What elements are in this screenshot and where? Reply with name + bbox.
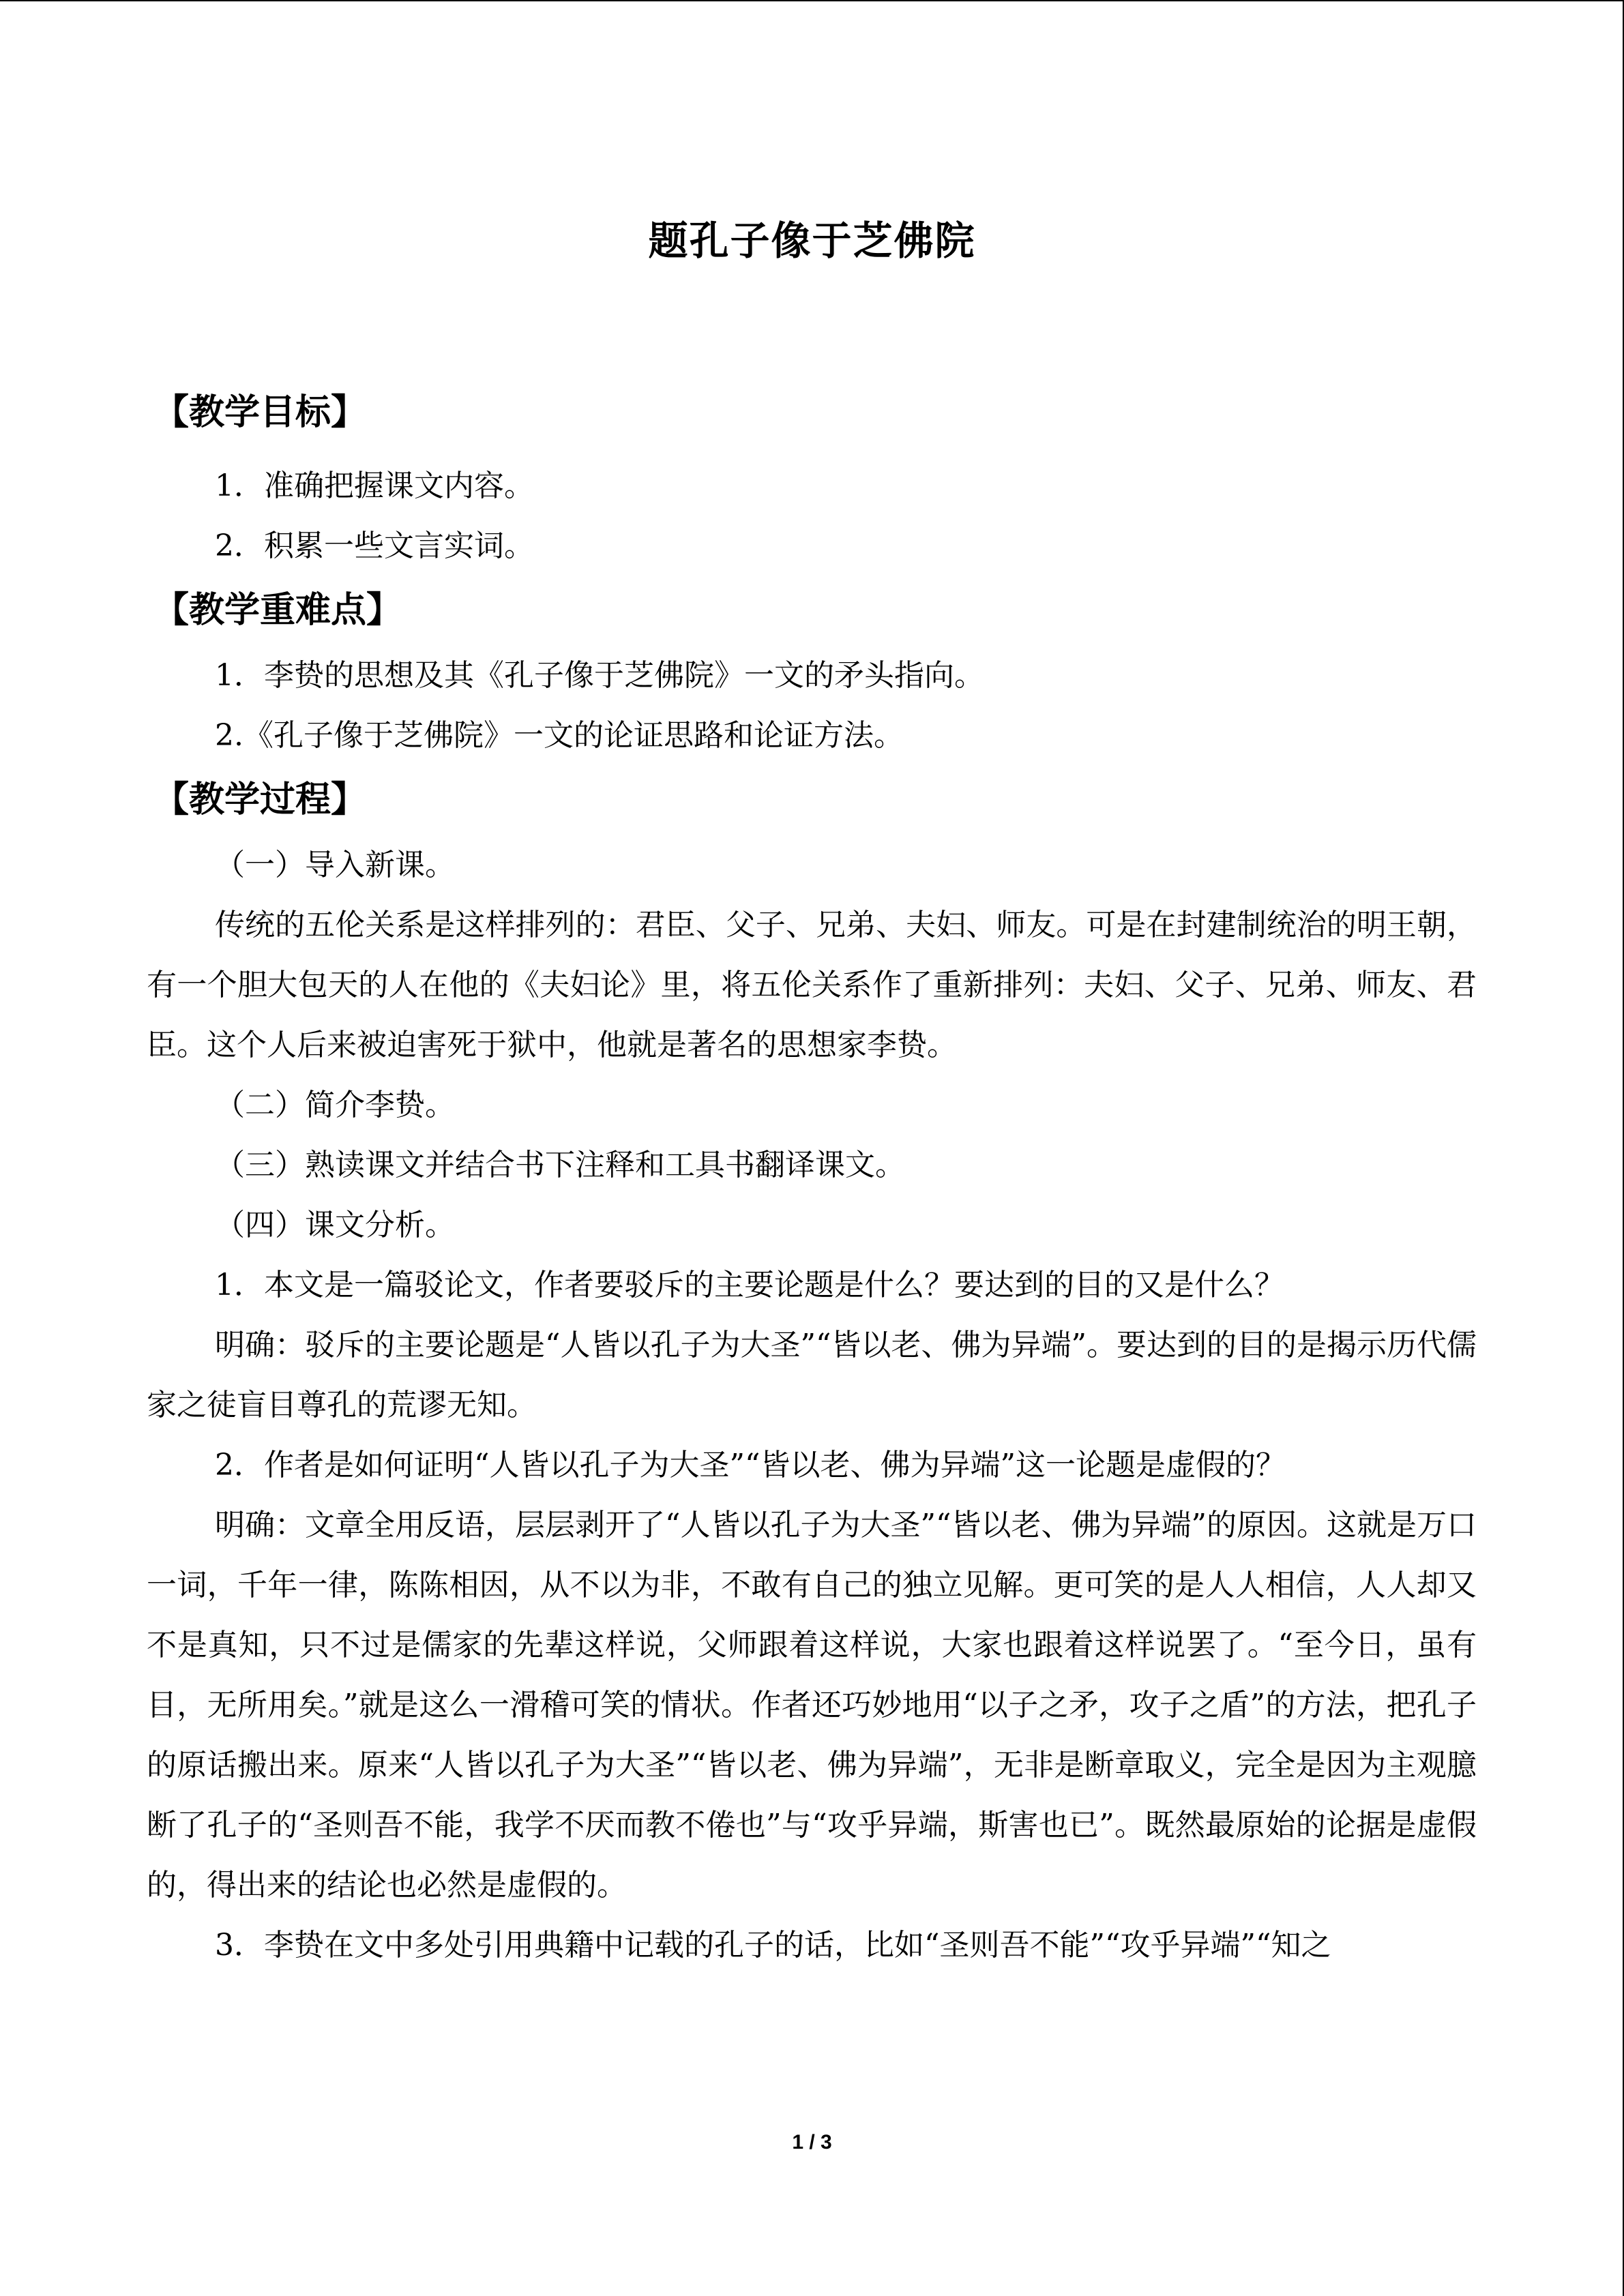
- section-heading-key-points: 【教学重难点】: [153, 589, 402, 631]
- process-paragraph: 3．李贽在文中多处引用典籍中记载的孔子的话，比如“圣则吾不能”“攻乎异端”“知之: [215, 1928, 1331, 1963]
- process-paragraph: （四）课文分析。: [215, 1208, 455, 1242]
- process-paragraph: （三）熟读课文并结合书下注释和工具书翻译课文。: [215, 1148, 905, 1182]
- process-paragraph: （二）简介李贽。: [215, 1088, 455, 1122]
- process-paragraph: 明确：驳斥的主要论题是“人皆以孔子为大圣”“皆以老、佛为异端”。要达到的目的是揭示历代儒家之徒盲目尊孔的荒谬无知。: [147, 1328, 1477, 1422]
- goal-item: 2．积累一些文言实词。: [215, 528, 534, 563]
- process-paragraph: 1．本文是一篇驳论文，作者要驳斥的主要论题是什么？要达到的目的又是什么？: [215, 1268, 1284, 1302]
- page-number: 1 / 3: [792, 2131, 832, 2153]
- section-heading-process: 【教学过程】: [153, 779, 367, 820]
- key-point-item: 1．李贽的思想及其《孔子像于芝佛院》一文的矛头指向。: [215, 658, 984, 693]
- section-heading-goals: 【教学目标】: [153, 391, 367, 433]
- page-title: 题孔子像于芝佛院: [648, 218, 976, 264]
- document-body: [147, 378, 1477, 1976]
- process-paragraph: 传统的五伦关系是这样排列的：君臣、父子、兄弟、夫妇、师友。可是在封建制统治的明王朝，有一个胆大包天的人在他的《夫妇论》里，将五伦关系作了重新排列：夫妇、父子、兄弟、师友、君臣。这个人后来被迫害死于狱中，他就是著名的思想家李贽。: [147, 908, 1477, 1062]
- process-paragraph: 明确：文章全用反语，层层剥开了“人皆以孔子为大圣”“皆以老、佛为异端”的原因。这就是万口一词，千年一律，陈陈相因，从不以为非，不敢有自己的独立见解。更可笑的是人人相信，人人却又不是真知，只不过是儒家的先辈这样说，父师跟着这样说，大家也跟着这样说罢了。“至今日，虽有目，无所用矣。”就是这么一滑稽可笑的情状。作者还巧妙地用“以子之矛，攻子之盾”的方法，把孔子的原话搬出来。原来“人皆以孔子为大圣”“皆以老、佛为异端”，无非是断章取义，完全是因为主观臆断了孔子的“圣则吾不能，我学不厌而教不倦也”与“攻乎异端，斯害也已”。既然最原始的论据是虚假的，得出来的结论也必然是虚假的。: [147, 1508, 1477, 1903]
- process-paragraph: （一）导入新课。: [215, 848, 455, 882]
- key-point-item: 2.《孔子像于芝佛院》一文的论证思路和论证方法。: [215, 718, 904, 753]
- process-paragraph: 2．作者是如何证明“人皆以孔子为大圣”“皆以老、佛为异端”这一论题是虚假的？: [215, 1448, 1286, 1482]
- goal-item: 1．准确把握课文内容。: [215, 468, 534, 503]
